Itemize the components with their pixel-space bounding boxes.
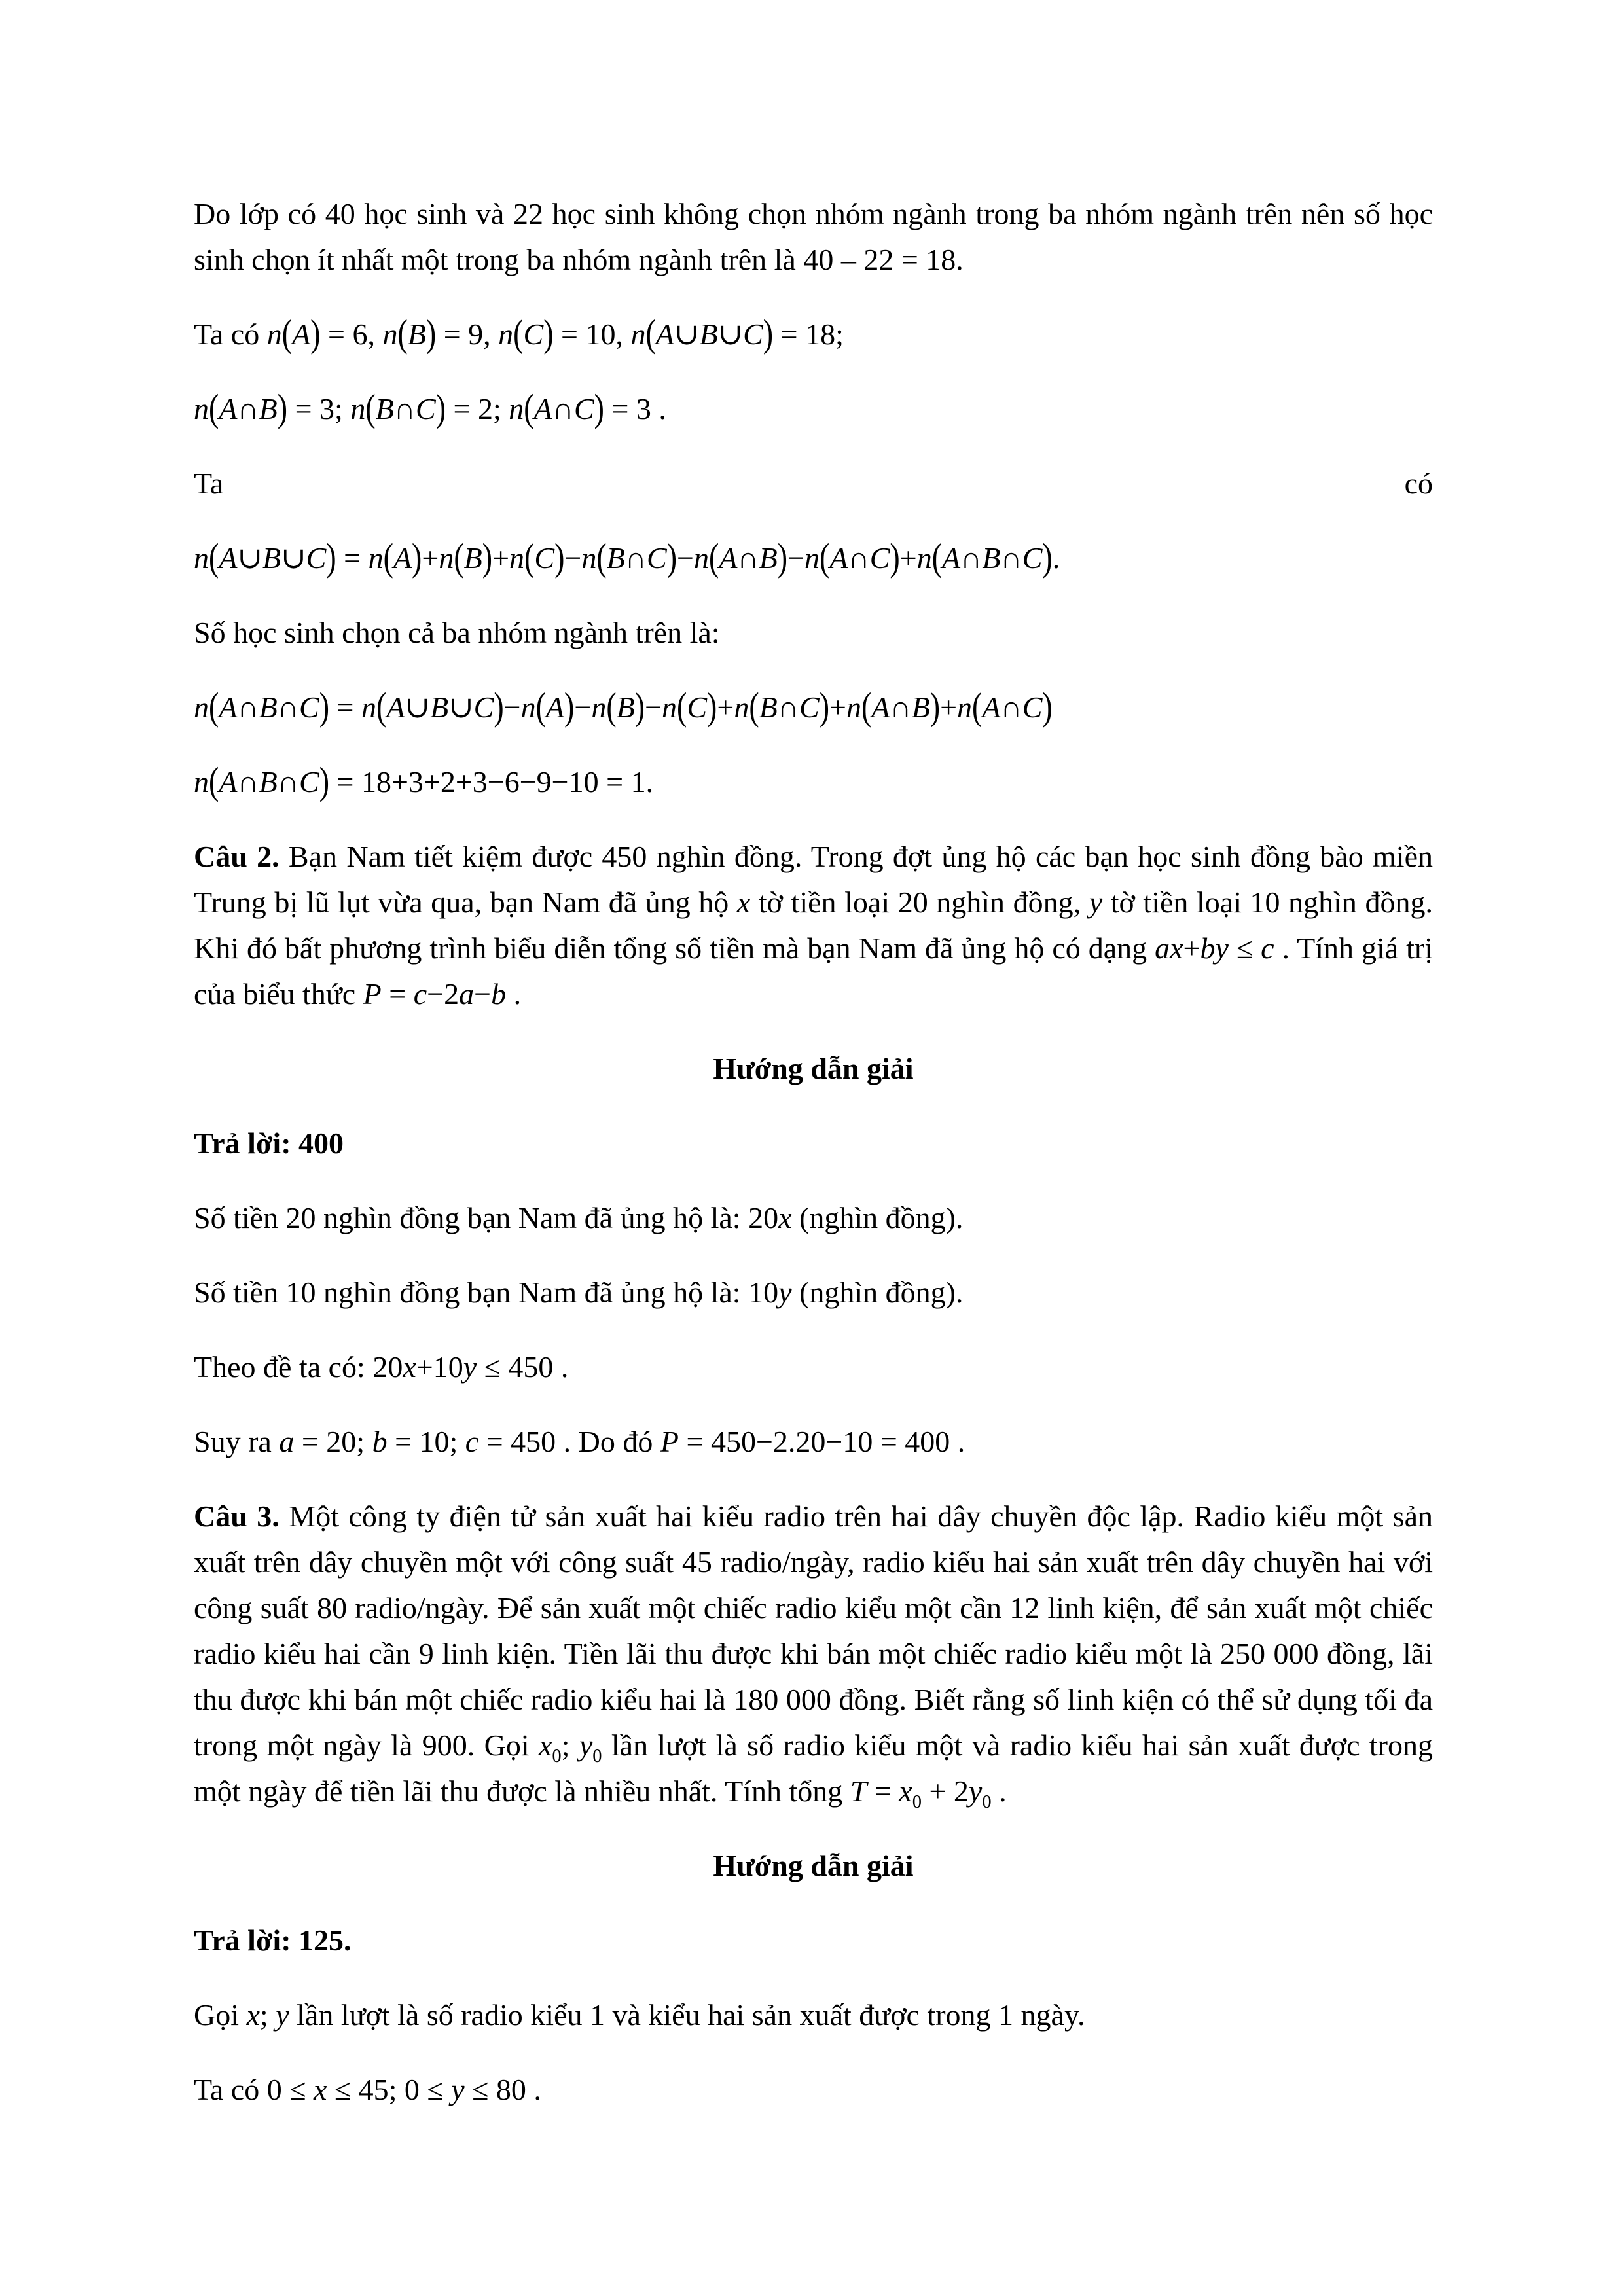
suy-ra-line xyxy=(194,1419,1433,1465)
text-run: Số tiền 20 nghìn đồng bạn Nam đã ủng hộ là: xyxy=(194,1201,749,1234)
triple-intersection-value xyxy=(194,759,1433,805)
sum-20x-line xyxy=(194,1195,1433,1241)
text-run: tờ tiền loại 20 nghìn đồng, xyxy=(750,886,1089,919)
math-run: 20x xyxy=(748,1201,792,1234)
text-run: (nghìn đồng). xyxy=(791,1201,964,1234)
math-run: n(A) = 6, n(B) = 9, n(C) = 10, n(A∪B∪C) = 18; xyxy=(266,312,844,355)
math-run: n(A∪B∪C) = n(A)+n(B)+n(C)−n(B∩C)−n(A∩B)−n(A∩C)+n(A∩B∩C). xyxy=(194,535,1060,579)
text-run: tờ tiền loại 10 nghìn đồng. Khi đó bất phương trình biểu diễn tổng số tiền mà bạn Nam đã ủng hộ có dạng xyxy=(194,886,1434,965)
heading-text: Hướng dẫn giải xyxy=(713,1849,914,1882)
math-run: 0 ≤ x ≤ 45; 0 ≤ y ≤ 80 xyxy=(266,2073,526,2106)
text-run: . Tính giá trị của biểu thức xyxy=(194,931,1434,1011)
all-three-groups-label xyxy=(194,610,1433,656)
math-run: a = 20; b = 10; c = 450 xyxy=(279,1425,556,1458)
solution-heading-2 xyxy=(194,1843,1433,1889)
math-run: n(A∩B) = 3; n(B∩C) = 2; n(A∩C) = 3 . xyxy=(194,386,666,430)
text-run: . xyxy=(991,1774,1007,1808)
text-run: . Do đó xyxy=(556,1425,660,1458)
triple-intersection-formula xyxy=(194,685,1433,730)
text-run: Theo đề ta có: xyxy=(194,1350,373,1384)
given-sets-line xyxy=(194,312,1433,357)
text-run: Số học sinh chọn cả ba nhóm ngành trên là: xyxy=(194,616,720,649)
cau-2-paragraph xyxy=(194,834,1433,1017)
intro-paragraph xyxy=(194,191,1433,283)
text-run: Bạn Nam tiết kiệm được 450 nghìn đồng. Trong đợt ủng hộ các bạn học sinh đồng bào miền Trung bị lũ lụt vừa qua, bạn Nam đã ủng hộ xyxy=(194,840,1433,919)
inequality-line xyxy=(194,1344,1433,1390)
text-run: Ta xyxy=(194,467,224,500)
question-number-label: Câu 3. xyxy=(194,1499,280,1533)
math-run: P = 450−2.20−10 = 400 xyxy=(660,1425,950,1458)
math-run: n(A∩B∩C) = n(A∪B∪C)−n(A)−n(B)−n(C)+n(B∩C)+n(A∩B)+n(A∩C) xyxy=(194,685,1053,728)
ta-co-spread-line xyxy=(194,461,1433,507)
math-run: 20x+10y ≤ 450 xyxy=(372,1350,554,1384)
text-run: (nghìn đồng). xyxy=(791,1276,964,1309)
answer-text: Trả lời: 400 xyxy=(194,1126,344,1160)
math-run: y xyxy=(1089,886,1103,919)
intersections-line xyxy=(194,386,1433,432)
text-run: Suy ra xyxy=(194,1425,280,1458)
math-run: x; y xyxy=(246,1998,289,2032)
answer-1 xyxy=(194,1121,1433,1166)
text-run: . xyxy=(506,977,522,1011)
math-run: n(A∩B∩C) = 18+3+2+3−6−9−10 = 1. xyxy=(194,759,654,803)
solution-heading-1 xyxy=(194,1046,1433,1092)
text-run: Ta có xyxy=(194,317,267,351)
math-run: x xyxy=(736,886,751,919)
cau-3-paragraph xyxy=(194,1494,1433,1814)
bounds-line xyxy=(194,2067,1433,2113)
text-run: Số tiền 10 nghìn đồng bạn Nam đã ủng hộ là: xyxy=(194,1276,749,1309)
sum-10y-line xyxy=(194,1270,1433,1316)
answer-text: Trả lời: 125. xyxy=(194,1924,352,1957)
text-run: Do lớp có 40 học sinh và 22 học sinh không chọn nhóm ngành trong ba nhóm ngành trên nên số học sinh chọn ít nhất một trong ba nhóm ngành trên là 40 – 22 = 18. xyxy=(194,197,1433,276)
text-run: Ta có xyxy=(194,2073,267,2106)
text-run: . xyxy=(950,1425,965,1458)
inclusion-exclusion-formula xyxy=(194,535,1433,581)
text-run: Một công ty điện tử sản xuất hai kiểu radio trên hai dây chuyền độc lập. Radio kiểu một sản xuất trên dây chuyền một với công suất 45 radio/ngày, radio kiểu hai sản xuất trên dây chuyền hai với công suất 80 radio/ngày. Để sản xuất một chiếc radio kiểu một cần 12 linh kiện, để sản xuất một chiếc radio kiểu hai cần 9 linh kiện. Tiền lãi thu được khi bán một chiếc radio kiểu một là 250 000 đồng, lãi thu được khi bán một chiếc radio kiểu hai là 180 000 đồng. Biết rằng số linh kiện có thể sử dụng tối đa trong một ngày là 900. Gọi xyxy=(194,1499,1433,1762)
math-run: ax+by ≤ c xyxy=(1155,931,1274,965)
math-run: 10y xyxy=(748,1276,792,1309)
answer-2 xyxy=(194,1918,1433,1964)
text-run: lần lượt là số radio kiểu một và radio kiểu hai sản xuất được trong một ngày để tiền lãi thu được là nhiều nhất. Tính tổng xyxy=(194,1729,1433,1808)
goi-xy-line xyxy=(194,1992,1433,2038)
math-run: P = c−2a−b xyxy=(363,977,507,1011)
question-number-label: Câu 2. xyxy=(194,840,280,873)
text-run: lần lượt là số radio kiểu 1 và kiểu hai sản xuất được trong 1 ngày. xyxy=(289,1998,1085,2032)
text-run: có xyxy=(1404,467,1433,500)
heading-text: Hướng dẫn giải xyxy=(713,1052,914,1085)
math-run: $T = x_0 + 2y_0$ xyxy=(850,1774,992,1813)
text-run: . xyxy=(553,1350,569,1384)
text-run: Gọi xyxy=(194,1998,247,2032)
math-run: $x_0$; $y_0$ xyxy=(538,1729,602,1767)
text-run: . xyxy=(526,2073,541,2106)
